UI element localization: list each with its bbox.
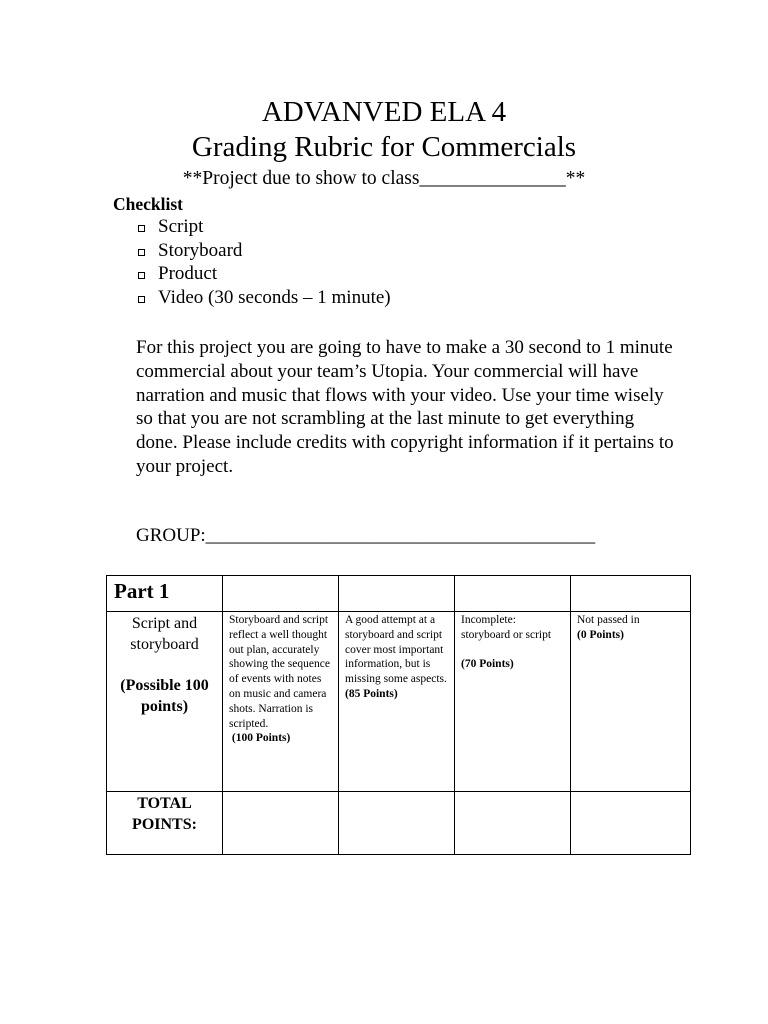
rubric-header-cell	[339, 576, 455, 612]
checklist-item-storyboard	[136, 239, 391, 263]
rubric-header-cell	[223, 576, 339, 612]
rubric-total-row	[107, 792, 691, 855]
total-cell	[571, 792, 691, 855]
checklist	[136, 215, 391, 310]
checkbox-bullet-icon	[138, 296, 145, 303]
document-subtitle: Grading Rubric for Commercials	[191, 131, 577, 163]
checkbox-bullet-icon	[138, 225, 145, 232]
level-description: Storyboard and script reflect a well thought out plan, accurately showing the sequence of events with notes on music and camera shots. Narration is scripted.	[229, 614, 330, 730]
level-cell-70	[455, 612, 571, 792]
criterion-possible-points: (Possible 100 points)	[120, 677, 209, 715]
level-description: Incomplete: storyboard or script	[461, 614, 552, 641]
checkbox-bullet-icon	[138, 249, 145, 256]
rubric-part-cell	[107, 576, 223, 612]
rubric-table	[106, 575, 691, 855]
rubric-header-row	[107, 576, 691, 612]
level-points: (70 Points)	[461, 658, 514, 671]
level-cell-85	[339, 612, 455, 792]
total-label-cell	[107, 792, 223, 855]
total-cell	[339, 792, 455, 855]
level-cell-0	[571, 612, 691, 792]
level-description: Not passed in	[577, 614, 640, 626]
checkbox-bullet-icon	[138, 272, 145, 279]
level-cell-100	[223, 612, 339, 792]
criterion-name: Script and storyboard	[130, 615, 199, 653]
checklist-item-label: Product	[158, 263, 218, 285]
document-title: ADVANVED ELA 4	[261, 96, 507, 128]
checklist-item-label: Video (30 seconds – 1 minute)	[158, 287, 391, 309]
level-points: (85 Points)	[345, 687, 398, 700]
level-points: (0 Points)	[577, 628, 624, 641]
checklist-item-label: Script	[158, 216, 204, 237]
total-cell	[455, 792, 571, 855]
level-description: A good attempt at a storyboard and script cover most important information, but is missing some aspects.	[345, 614, 447, 686]
checklist-heading: Checklist	[113, 194, 183, 214]
level-points: (100 Points)	[231, 732, 291, 745]
rubric-header-cell	[455, 576, 571, 612]
total-points-label: TOTAL POINTS:	[132, 795, 197, 833]
checklist-item-label: Storyboard	[158, 239, 243, 261]
checklist-item-product	[136, 262, 391, 286]
rubric-header-cell	[571, 576, 691, 612]
group-field: GROUP:_________________________________________	[136, 525, 596, 546]
checklist-item-script	[136, 215, 391, 239]
due-date-line: **Project due to show to class_______________**	[182, 168, 586, 189]
criterion-cell	[107, 612, 223, 792]
checklist-item-video	[136, 286, 391, 310]
part-label: Part 1	[114, 579, 170, 603]
rubric-criterion-row	[107, 612, 691, 792]
total-cell	[223, 792, 339, 855]
project-description: For this project you are going to have to make a 30 second to 1 minute commercial about your team’s Utopia. Your commercial will have narration and music that flows with your video. Use your time wisely so that you are not scrambling at the last minute to get everything done. Please include credits with copyright information if it pertains to your project.	[136, 337, 674, 477]
